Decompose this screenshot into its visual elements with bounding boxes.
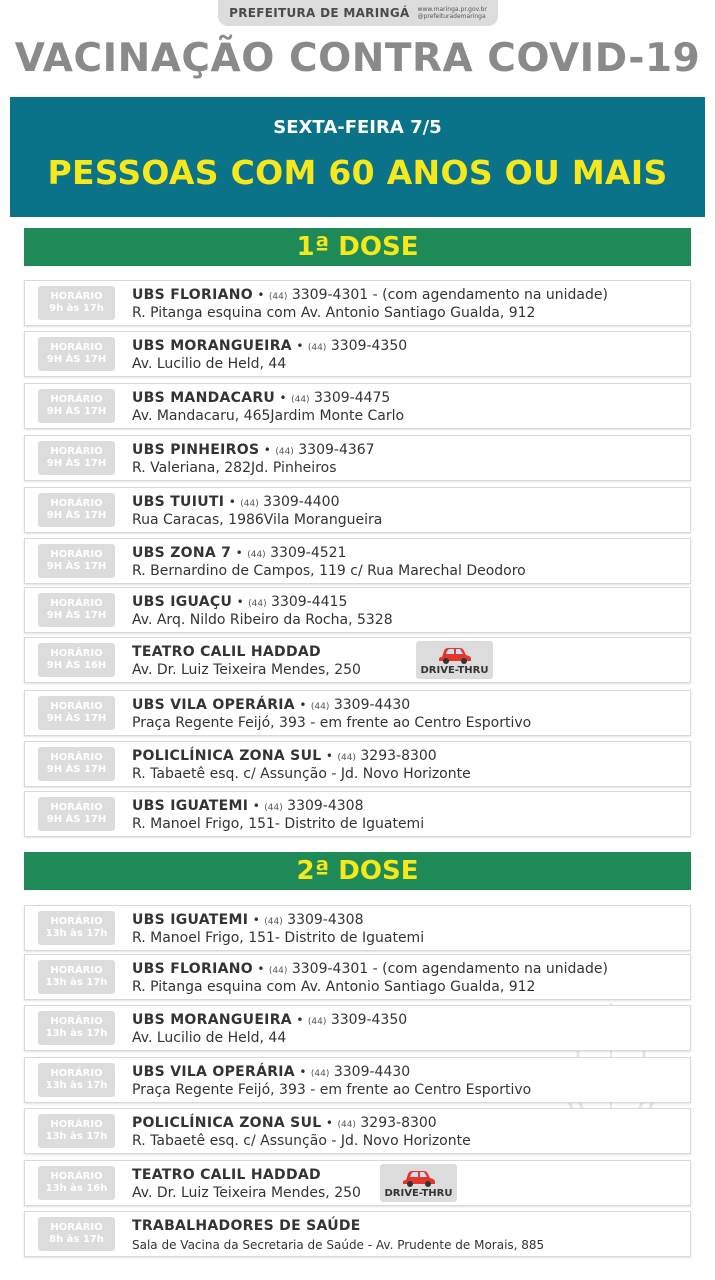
location-name: UBS PINHEIROS (132, 442, 260, 458)
bullet-icon: • (257, 288, 265, 302)
hours-badge (38, 643, 115, 677)
location-line (132, 1012, 407, 1028)
area-code: (44) (264, 917, 283, 927)
address: Praça Regente Feijó, 393 - em frente ao Centro Esportivo (132, 715, 532, 731)
location-name: UBS MANDACARU (132, 390, 276, 406)
bullet-icon: • (279, 391, 287, 405)
table-row (24, 1108, 691, 1154)
table-row (24, 1160, 691, 1206)
hours-badge (38, 1011, 115, 1045)
site-url: www.maringa.pr.gov.br (417, 6, 487, 13)
location-line (132, 748, 437, 764)
phone: 3309-4301 - (com agendamento na unidade) (291, 287, 608, 303)
hours-value: 9H ÀS 17H (46, 713, 107, 724)
hours-badge (38, 797, 115, 831)
address: R. Bernardino de Campos, 119 c/ Rua Marechal Deodoro (132, 563, 526, 579)
car-icon (402, 1167, 436, 1187)
location-name: UBS MORANGUEIRA (132, 1012, 292, 1028)
prefeitura-header-tab (218, 0, 498, 26)
dose2-header: 2ª DOSE (24, 852, 691, 890)
bullet-icon: • (325, 749, 333, 763)
location-line (132, 545, 346, 561)
hours-badge (38, 441, 115, 475)
location-line (132, 594, 347, 610)
location-name: TEATRO CALIL HADDAD (132, 1167, 321, 1183)
hours-value: 9H ÀS 17H (46, 458, 107, 469)
bullet-icon: • (228, 495, 236, 509)
bullet-icon: • (299, 698, 307, 712)
hours-value: 9H ÀS 17H (46, 354, 107, 365)
table-row (24, 1005, 691, 1051)
area-code: (44) (310, 1069, 330, 1079)
address: R. Manoel Frigo, 151- Distrito de Iguatemi (132, 930, 425, 946)
area-code: (44) (264, 803, 283, 813)
hours-badge (38, 1166, 115, 1200)
location-name: TEATRO CALIL HADDAD (132, 644, 321, 660)
hours-label: HORÁRIO (50, 1119, 103, 1130)
table-row (24, 487, 691, 533)
hours-label: HORÁRIO (50, 916, 103, 927)
drive-thru-label: DRIVE-THRU (420, 665, 489, 676)
location-name: POLICLÍNICA ZONA SUL (132, 1115, 322, 1131)
dose1-header: 1ª DOSE (24, 228, 691, 266)
banner-audience: PESSOAS COM 60 ANOS OU MAIS (47, 153, 668, 192)
hours-badge (38, 337, 115, 371)
hours-label: HORÁRIO (50, 802, 103, 813)
bullet-icon: • (257, 962, 265, 976)
area-code: (44) (337, 1120, 356, 1130)
location-line (132, 798, 363, 814)
hours-value: 9H ÀS 17H (46, 510, 107, 521)
location-line (132, 1218, 361, 1234)
hours-badge (38, 286, 115, 320)
drive-thru-badge (380, 1164, 457, 1202)
location-name: UBS IGUATEMI (132, 798, 249, 814)
address: Av. Lucilio de Held, 44 (132, 1030, 287, 1046)
table-row (24, 383, 691, 429)
drive-thru-label: DRIVE-THRU (384, 1188, 453, 1199)
location-name: UBS TUIUTI (132, 494, 225, 510)
hours-value: 13h às 17h (45, 1131, 108, 1142)
area-code: (44) (310, 702, 330, 712)
hours-badge (38, 960, 115, 994)
location-line (132, 494, 339, 510)
location-line (132, 961, 608, 977)
location-line (132, 442, 375, 458)
address: Av. Dr. Luiz Teixeira Mendes, 250 (132, 662, 361, 678)
location-line (132, 1064, 410, 1080)
phone: 3309-4350 (330, 1012, 408, 1028)
bullet-icon: • (263, 443, 271, 457)
phone: 3309-4367 (298, 442, 375, 458)
address: Av. Arq. Nildo Ribeiro da Rocha, 5328 (132, 612, 393, 628)
table-row (24, 538, 691, 584)
location-line (132, 697, 410, 713)
hours-label: HORÁRIO (50, 498, 103, 509)
hours-badge (38, 544, 115, 578)
prefeitura-name: PREFEITURA DE MARINGÁ (229, 6, 410, 20)
table-row (24, 587, 691, 633)
area-code: (44) (307, 1017, 327, 1027)
date-banner (10, 97, 705, 217)
car-icon (438, 644, 472, 664)
hours-value: 9H ÀS 17H (46, 814, 107, 825)
phone: 3293-8300 (360, 1115, 437, 1131)
area-code: (44) (291, 395, 310, 405)
hours-label: HORÁRIO (50, 1171, 103, 1182)
table-row (24, 1211, 691, 1257)
prefeitura-site (418, 6, 487, 20)
table-row (24, 435, 691, 481)
location-name: UBS VILA OPERÁRIA (132, 1064, 295, 1080)
hours-value: 9H ÀS 17H (46, 561, 107, 572)
table-row (24, 690, 691, 736)
hours-value: 9h às 17h (49, 303, 104, 314)
hours-label: HORÁRIO (50, 291, 103, 302)
location-name: UBS ZONA 7 (132, 545, 232, 561)
banner-date: SEXTA-FEIRA 7/5 (273, 117, 442, 138)
area-code: (44) (268, 292, 288, 302)
hours-value: 13h às 17h (45, 928, 108, 939)
location-line (132, 912, 363, 928)
hours-badge (38, 911, 115, 945)
bullet-icon: • (252, 799, 260, 813)
phone: 3309-4308 (287, 798, 364, 814)
drive-thru-badge (416, 641, 493, 679)
phone: 3309-4350 (330, 338, 408, 354)
hours-value: 8h às 17h (49, 1234, 104, 1245)
bullet-icon: • (299, 1065, 307, 1079)
table-row (24, 741, 691, 787)
hours-label: HORÁRIO (50, 1222, 103, 1233)
hours-label: HORÁRIO (50, 549, 103, 560)
address: R. Pitanga esquina com Av. Antonio Santiago Gualda, 912 (132, 979, 536, 995)
phone: 3309-4521 (270, 545, 347, 561)
hours-label: HORÁRIO (50, 1068, 103, 1079)
hours-badge (38, 1217, 115, 1251)
bullet-icon: • (296, 339, 304, 353)
hours-value: 13h às 17h (45, 1028, 108, 1039)
hours-label: HORÁRIO (50, 752, 103, 763)
table-row (24, 954, 691, 1000)
area-code: (44) (275, 447, 294, 457)
hours-label: HORÁRIO (50, 342, 103, 353)
location-name: UBS VILA OPERÁRIA (132, 697, 295, 713)
address: Av. Mandacaru, 465Jardim Monte Carlo (132, 408, 405, 424)
area-code: (44) (240, 499, 259, 509)
hours-value: 9H ÀS 17H (46, 764, 107, 775)
hours-value: 9H ÀS 17H (46, 610, 107, 621)
phone: 3309-4415 (271, 594, 348, 610)
address: R. Valeriana, 282Jd. Pinheiros (132, 460, 337, 476)
location-line (132, 1115, 437, 1131)
phone: 3309-4308 (287, 912, 364, 928)
address: Sala de Vacina da Secretaria de Saúde - Av. Prudente de Morais, 885 (132, 1238, 545, 1252)
hours-badge (38, 747, 115, 781)
table-row (24, 637, 691, 683)
hours-badge (38, 389, 115, 423)
hours-value: 13h às 16h (45, 1183, 108, 1194)
address: R. Tabaetê esq. c/ Assunção - Jd. Novo Horizonte (132, 766, 471, 782)
phone: 3293-8300 (360, 748, 437, 764)
bullet-icon: • (236, 595, 244, 609)
area-code: (44) (307, 343, 327, 353)
location-line (132, 1167, 321, 1183)
phone: 3309-4301 - (com agendamento na unidade) (291, 961, 608, 977)
address: R. Pitanga esquina com Av. Antonio Santiago Gualda, 912 (132, 305, 536, 321)
phone: 3309-4430 (333, 1064, 411, 1080)
phone: 3309-4400 (263, 494, 340, 510)
address: R. Manoel Frigo, 151- Distrito de Iguatemi (132, 816, 425, 832)
area-code: (44) (247, 550, 266, 560)
location-name: UBS FLORIANO (132, 961, 253, 977)
hours-label: HORÁRIO (50, 1016, 103, 1027)
table-row (24, 1057, 691, 1103)
social-handle: @prefeiturademaringa (417, 13, 486, 20)
table-row (24, 905, 691, 951)
address: Av. Lucilio de Held, 44 (132, 356, 287, 372)
phone: 3309-4430 (333, 697, 411, 713)
page-title: VACINAÇÃO CONTRA COVID-19 (14, 36, 701, 81)
hours-label: HORÁRIO (50, 965, 103, 976)
hours-badge (38, 696, 115, 730)
location-name: POLICLÍNICA ZONA SUL (132, 748, 322, 764)
hours-label: HORÁRIO (50, 648, 103, 659)
location-name: UBS IGUATEMI (132, 912, 249, 928)
bullet-icon: • (252, 913, 260, 927)
location-name: UBS FLORIANO (132, 287, 253, 303)
location-name: UBS IGUAÇU (132, 594, 233, 610)
area-code: (44) (337, 753, 356, 763)
hours-value: 13h às 17h (45, 1080, 108, 1091)
area-code: (44) (268, 966, 288, 976)
hours-badge (38, 493, 115, 527)
table-row (24, 791, 691, 837)
hours-label: HORÁRIO (50, 394, 103, 405)
hours-badge (38, 593, 115, 627)
address: Praça Regente Feijó, 393 - em frente ao Centro Esportivo (132, 1082, 532, 1098)
hours-value: 13h às 17h (45, 977, 108, 988)
area-code: (44) (248, 599, 267, 609)
hours-label: HORÁRIO (50, 701, 103, 712)
bullet-icon: • (325, 1116, 333, 1130)
bullet-icon: • (235, 546, 243, 560)
address: R. Tabaetê esq. c/ Assunção - Jd. Novo Horizonte (132, 1133, 471, 1149)
hours-label: HORÁRIO (50, 598, 103, 609)
hours-value: 9H ÀS 16H (46, 660, 107, 671)
location-line (132, 287, 608, 303)
address: Rua Caracas, 1986Vila Morangueira (132, 512, 383, 528)
hours-badge (38, 1114, 115, 1148)
table-row (24, 280, 691, 326)
table-row (24, 331, 691, 377)
location-name: UBS MORANGUEIRA (132, 338, 292, 354)
hours-value: 9H ÀS 17H (46, 406, 107, 417)
location-line (132, 390, 390, 406)
hours-label: HORÁRIO (50, 446, 103, 457)
address: Av. Dr. Luiz Teixeira Mendes, 250 (132, 1185, 361, 1201)
location-line (132, 644, 321, 660)
bullet-icon: • (296, 1013, 304, 1027)
phone: 3309-4475 (314, 390, 391, 406)
hours-badge (38, 1063, 115, 1097)
location-line (132, 338, 407, 354)
location-name: TRABALHADORES DE SAÚDE (132, 1218, 361, 1234)
